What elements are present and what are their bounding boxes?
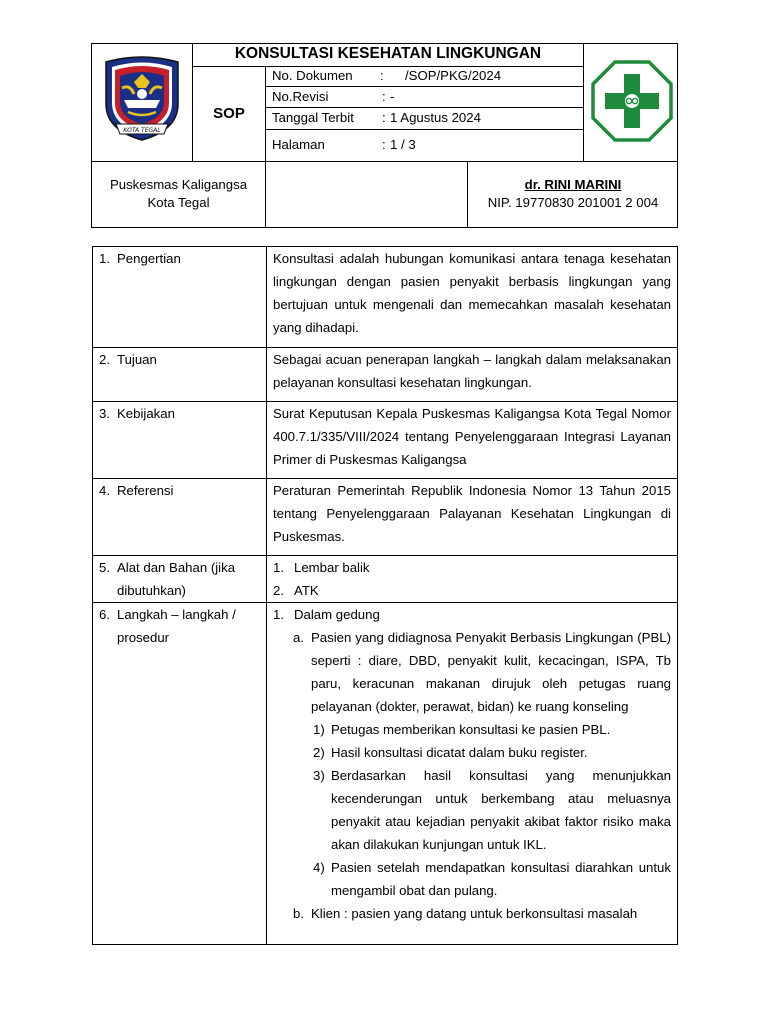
header-divider [265, 66, 266, 228]
section-label-cell [93, 247, 267, 348]
meta-sep-tanggal: : [382, 110, 386, 125]
section-number: 5. [99, 560, 110, 575]
referensi-text: Peraturan Pemerintah Republik Indonesia Nomor 13 Tahun 2015 tentang Penyelenggaraan Palayanan Kesehatan Lingkungan di Puskesmas. [267, 479, 678, 556]
section-label: Tujuan [117, 352, 157, 367]
meta-key-revisi: No.Revisi [272, 89, 329, 104]
list-item: a. Pasien yang didiagnosa Penyakit Berbasis Lingkungan (PBL) seperti : diare, DBD, penyakit kulit, kecacingan, ISPA, Tb paru, keracunan makanan dirujuk oleh petugas ruang pelayanan (dokter, perawat, bidan) ke ruang konseling [293, 630, 671, 714]
section-label-cell [93, 402, 267, 479]
row-langkah [93, 603, 678, 945]
list-item: 3) Berdasarkan hasil konsultasi yang menunjukkan kecenderungan untuk berkembang atau meluasnya penyakit atau kejadian penyakit akibat faktor risiko maka akan dilakukan kunjungan untuk IKL. [313, 768, 671, 852]
langkah-list [267, 603, 678, 945]
list-item: 2) Hasil konsultasi dicatat dalam buku register. [313, 745, 588, 760]
list-item: 2. ATK [273, 583, 319, 598]
header-divider [265, 86, 583, 87]
document-title: KONSULTASI KESEHATAN LINGKUNGAN [234, 45, 542, 62]
org-name: Puskesmas Kaligangsa [109, 177, 248, 192]
list-item: b. Klien : pasien yang datang untuk berkonsultasi masalah [293, 906, 638, 921]
meta-key-dokumen: No. Dokumen [272, 68, 353, 83]
row-tujuan [93, 348, 678, 402]
header-divider [265, 107, 583, 108]
header-divider [583, 43, 584, 162]
signer-name: dr. RINI MARINI [524, 177, 622, 192]
section-label: Langkah – langkah / prosedur [117, 607, 236, 645]
list-item: 4) Pasien setelah mendapatkan konsultasi diarahkan untuk mengambil obat dan pulang. [313, 860, 671, 898]
section-label-cell [93, 603, 267, 945]
kota-tegal-crest-logo [100, 54, 184, 142]
list-item: 1) Petugas memberikan konsultasi ke pasien PBL. [313, 722, 611, 737]
pengertian-text: Konsultasi adalah hubungan komunikasi antara tenaga kesehatan lingkungan dengan pasien penyakit berbasis lingkungan yang bertujuan untuk mengenali dan memecahkan masalah kesehatan yang dihadapi. [267, 247, 678, 348]
section-number: 2. [99, 352, 110, 367]
sop-content-table [92, 246, 678, 945]
kebijakan-text: Surat Keputusan Kepala Puskesmas Kaligangsa Kota Tegal Nomor 400.7.1/335/VIII/2024 tentang Penyelenggaraan Integrasi Layanan Primer di Puskesmas Kaligangsa [267, 402, 678, 479]
meta-key-tanggal: Tanggal Terbit [272, 110, 354, 125]
sop-label: SOP [213, 105, 245, 122]
meta-sep-halaman: : [382, 137, 386, 152]
meta-key-halaman: Halaman [272, 137, 325, 152]
section-label: Referensi [117, 483, 174, 498]
header-divider [192, 66, 583, 67]
section-number: 3. [99, 406, 110, 421]
section-label: Alat dan Bahan (jika dibutuhkan) [117, 560, 236, 598]
signer-nip: NIP. 19770830 201001 2 004 [487, 195, 659, 210]
meta-sep-dokumen: : [380, 68, 384, 83]
row-pengertian [93, 247, 678, 348]
meta-value-revisi: - [390, 89, 395, 104]
section-label-cell [93, 348, 267, 402]
crest-text: KOTA TEGAL [123, 127, 161, 134]
header-divider [265, 129, 583, 130]
section-label: Kebijakan [117, 406, 175, 421]
meta-value-dokumen: /SOP/PKG/2024 [405, 68, 502, 83]
section-number: 6. [99, 607, 110, 622]
meta-value-tanggal: 1 Agustus 2024 [390, 110, 481, 125]
section-label-cell [93, 556, 267, 603]
meta-sep-revisi: : [382, 89, 386, 104]
list-item: 1. Lembar balik [273, 560, 370, 575]
row-alat-bahan [93, 556, 678, 603]
section-label-cell [93, 479, 267, 556]
tujuan-text: Sebagai acuan penerapan langkah – langkah dalam melaksanakan pelayanan konsultasi kesehatan lingkungan. [267, 348, 678, 402]
row-referensi [93, 479, 678, 556]
list-item: 1. Dalam gedung [273, 607, 380, 622]
alat-list [267, 556, 678, 603]
row-kebijakan [93, 402, 678, 479]
section-number: 1. [99, 251, 110, 266]
meta-value-halaman: 1 / 3 [390, 137, 416, 152]
header-divider [91, 161, 678, 162]
puskesmas-logo [591, 60, 673, 142]
org-city: Kota Tegal [147, 195, 210, 210]
section-label: Pengertian [117, 251, 181, 266]
section-number: 4. [99, 483, 110, 498]
